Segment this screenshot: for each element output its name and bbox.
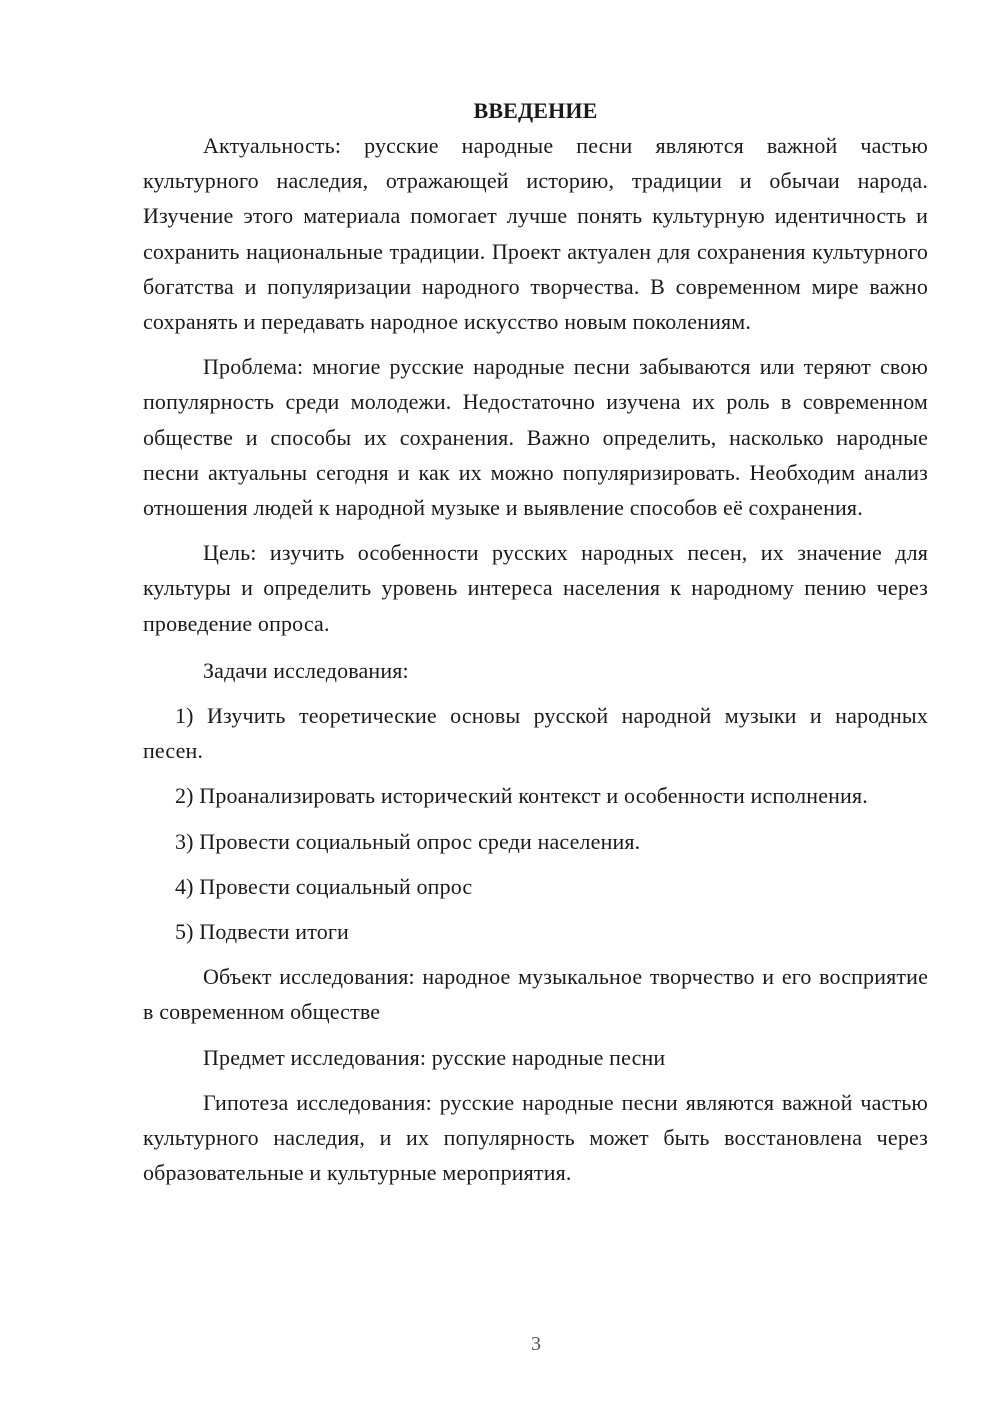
problem-paragraph: Проблема: многие русские народные песни забываются или теряют свою популярность среди молодежи. Недостаточно изучена их роль в современном обществе и способы их сохранения. Важно определить, насколько народные песни актуальны сегодня и как их можно популяризировать. Необходим анализ отношения людей к народной музыке и выявление способов её сохранения. — [143, 354, 928, 521]
relevance-paragraph: Актуальность: русские народные песни являются важной частью культурного наследия, отражающей историю, традиции и обычаи народа. Изучение этого материала помогает лучше понять культурную идентичность и сохранить национальные традиции. Проект актуален для сохранения культурного богатства и популяризации народного творчества. В современном мире важно сохранять и передавать народное искусство новым поколениям. — [143, 133, 928, 335]
hypothesis-paragraph: Гипотеза исследования: русские народные песни являются важной частью культурного наследия, и их популярность может быть восстановлена через образовательные и культурные мероприятия. — [143, 1089, 928, 1186]
tasks-title: Задачи исследования: — [203, 657, 409, 683]
object-paragraph: Объект исследования: народное музыкальное творчество и его восприятие в современном обществе — [143, 964, 928, 1025]
task-item: 4) Провести социальный опрос — [175, 873, 473, 899]
task-item: 1) Изучить теоретические основы русской народной музыки и народных песен. — [143, 703, 928, 764]
goal-paragraph: Цель: изучить особенности русских народных песен, их значение для культуры и определить уровень интереса населения к народному пению через проведение опроса. — [143, 540, 928, 636]
task-item: 5) Подвести итоги — [175, 919, 349, 945]
task-item: 2) Проанализировать исторический контекст и особенности исполнения. — [175, 783, 868, 809]
task-item: 3) Провести социальный опрос среди населения. — [175, 828, 641, 854]
page-content — [143, 93, 928, 1190]
page-number: 3 — [531, 1333, 541, 1355]
subject-paragraph: Предмет исследования: русские народные песни — [203, 1044, 666, 1070]
page-heading: ВВЕДЕНИЕ — [473, 98, 598, 123]
